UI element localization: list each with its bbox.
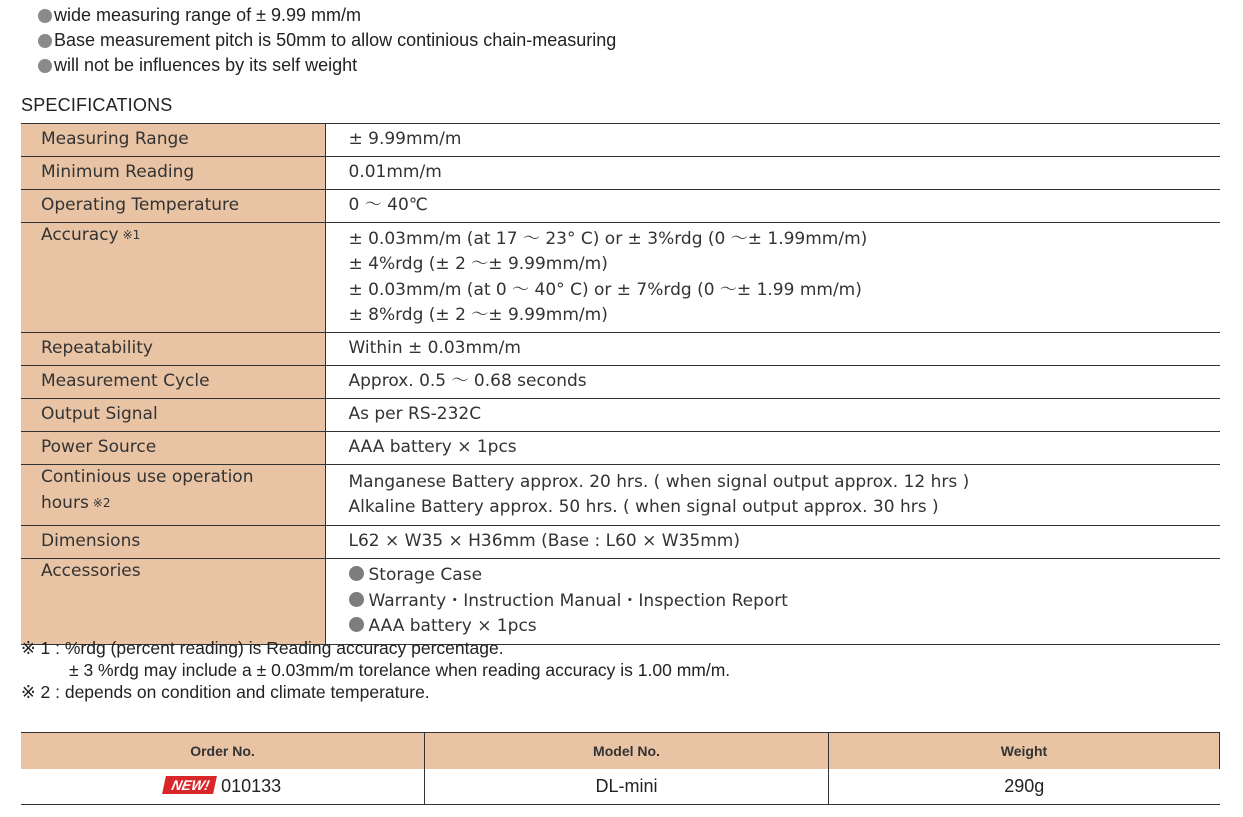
spec-label-cell [21,526,325,559]
spec-label: Accuracy [41,225,119,245]
bullet-dot-icon [38,9,52,23]
feature-item [38,53,357,78]
new-badge: NEW! [162,776,217,794]
spec-value: 0.01mm/m [348,162,442,183]
spec-value-cell [325,333,1220,366]
spec-value: ± 0.03mm/m (at 17 ～ 23° C) or ± 3%rdg (0 ～± 1.99mm/m) [348,228,868,249]
spec-value-cell [325,190,1220,223]
model-no-cell: DL-mini [425,769,829,805]
spec-value-cell [325,526,1220,559]
spec-row [21,190,1220,223]
spec-label: Accessories [41,561,141,581]
spec-value-cell [325,559,1220,645]
spec-value: Alkaline Battery approx. 50 hrs. ( when signal output approx. 30 hrs ) [348,497,939,517]
bullet-dot-icon [38,34,52,48]
spec-label-cell [21,432,325,465]
spec-label-cell [21,366,325,399]
feature-item [38,28,616,53]
spec-value: Storage Case [368,565,483,586]
weight-cell: 290g [829,769,1220,805]
spec-label-cell [21,465,325,526]
footnote-line: ※ 2 : depends on condition and climate temperature. [21,682,430,702]
spec-row [21,223,1220,333]
footnote-marker: ※2 [92,495,111,510]
footnote-line: ± 3 %rdg may include a ± 0.03mm/m torelance when reading accuracy is 1.00 mm/m. [69,660,731,680]
order-no-header: Order No. [21,733,425,770]
spec-value-cell [325,223,1220,333]
spec-label-cell [21,124,325,157]
spec-label-cell [21,399,325,432]
order-no-cell [21,769,425,805]
order-no-value: 010133 [221,776,282,796]
spec-value-cell [325,124,1220,157]
specifications-table [21,123,1220,645]
spec-label: Repeatability [41,338,153,359]
spec-row [21,124,1220,157]
feature-text: Base measurement pitch is 50mm to allow continious chain-measuring [54,30,617,50]
spec-label-cell [21,333,325,366]
spec-label-cell [21,559,325,645]
spec-label: Dimensions [41,531,141,552]
spec-label: Measuring Range [41,129,189,150]
spec-value-cell [325,465,1220,526]
spec-label: Operating Temperature [41,195,240,216]
spec-value: ± 8%rdg (± 2 ～± 9.99mm/m) [348,305,608,325]
spec-value: 0 ～ 40℃ [348,195,428,216]
spec-row [21,333,1220,366]
footnotes [21,637,730,703]
spec-row [21,366,1220,399]
table-row [21,769,1220,805]
spec-value: As per RS-232C [348,404,482,425]
spec-value: L62 × W35 × H36mm (Base : L60 × W35mm) [348,531,740,552]
spec-value: ± 0.03mm/m (at 0 ～ 40° C) or ± 7%rdg (0 ～± 1.99 mm/m) [348,279,862,300]
spec-label: Measurement Cycle [41,371,210,392]
spec-label: Power Source [41,437,157,458]
bullet-dot-icon [349,592,364,607]
spec-label-cell [21,157,325,190]
footnote-line: ※ 1 : %rdg (percent reading) is Reading accuracy percentage. [21,638,504,658]
spec-value: ± 9.99mm/m [348,129,462,150]
order-table [21,732,1220,805]
spec-label-continued: hours [41,492,89,513]
spec-row [21,432,1220,465]
bullet-dot-icon [349,566,364,581]
spec-value: Manganese Battery approx. 20 hrs. ( when signal output approx. 12 hrs ) [348,471,970,492]
section-title: SPECIFICATIONS [21,95,173,115]
model-no-header: Model No. [425,733,829,770]
spec-label: Minimum Reading [41,162,195,183]
spec-value-cell [325,366,1220,399]
spec-label: Continious use operation [41,467,254,487]
weight-header: Weight [829,733,1220,770]
footnote-marker: ※1 [122,228,141,242]
spec-row [21,526,1220,559]
spec-value: Warranty・Instruction Manual・Inspection Report [368,590,788,611]
bullet-dot-icon [38,59,52,73]
spec-row [21,399,1220,432]
spec-label-cell [21,223,325,333]
spec-value-cell [325,157,1220,190]
bullet-dot-icon [349,617,364,632]
spec-row [21,465,1220,526]
spec-value-cell [325,399,1220,432]
spec-row [21,559,1220,645]
spec-value: AAA battery × 1pcs [368,616,537,637]
spec-label-cell [21,190,325,223]
spec-row [21,157,1220,190]
spec-label: Output Signal [41,404,158,425]
spec-value: ± 4%rdg (± 2 ～± 9.99mm/m) [348,254,608,274]
feature-text: wide measuring range of ± 9.99 mm/m [54,5,362,25]
spec-value: Approx. 0.5 ～ 0.68 seconds [348,371,587,392]
feature-text: will not be influences by its self weight [54,55,358,75]
spec-value: Within ± 0.03mm/m [348,338,521,359]
spec-value: AAA battery × 1pcs [348,437,517,458]
feature-item [38,3,361,28]
spec-value-cell [325,432,1220,465]
